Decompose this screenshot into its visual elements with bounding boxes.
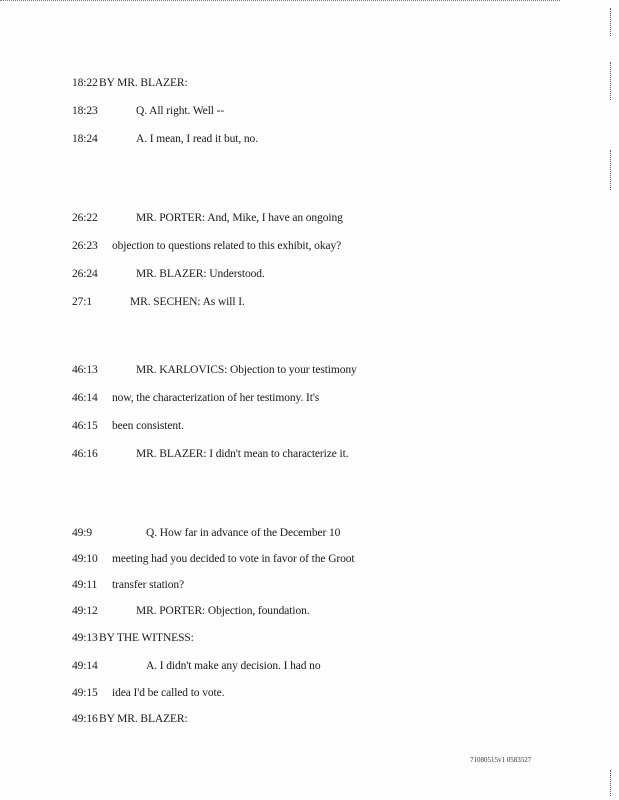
line-timestamp: 26:22 <box>72 212 98 224</box>
transcript-line <box>72 76 188 90</box>
line-timestamp: 46:13 <box>72 364 98 376</box>
line-text: A. I didn't make any decision. I had no <box>146 660 321 672</box>
line-timestamp: 49:12 <box>72 605 98 617</box>
line-timestamp: 49:15 <box>72 687 98 699</box>
line-text: MR. KARLOVICS: Objection to your testimony <box>136 364 357 376</box>
transcript-line <box>72 132 258 146</box>
transcript-line <box>72 659 321 673</box>
line-timestamp: 49:14 <box>72 660 98 672</box>
line-text: BY THE WITNESS: <box>99 632 194 644</box>
transcript-line <box>72 686 225 700</box>
transcript-line <box>72 526 341 540</box>
line-text: transfer station? <box>112 579 185 591</box>
line-text: MR. PORTER: Objection, foundation. <box>136 605 310 617</box>
line-text: been consistent. <box>112 420 184 432</box>
line-timestamp: 49:9 <box>72 527 93 539</box>
transcript-line <box>72 419 184 433</box>
margin-mark <box>610 770 612 796</box>
line-timestamp: 26:23 <box>72 240 98 252</box>
transcript-line <box>72 239 342 253</box>
line-text: now, the characterization of her testimony. It's <box>112 392 320 404</box>
line-timestamp: 49:10 <box>72 553 98 565</box>
line-text: BY MR. BLAZER: <box>99 713 188 725</box>
transcript-line <box>72 295 245 309</box>
line-text: Q. How far in advance of the December 10 <box>146 527 341 539</box>
line-timestamp: 18:23 <box>72 105 98 117</box>
line-timestamp: 46:14 <box>72 392 98 404</box>
line-timestamp: 49:16 <box>72 713 98 725</box>
margin-mark <box>610 8 612 36</box>
margin-mark <box>610 62 612 100</box>
line-timestamp: 26:24 <box>72 268 98 280</box>
transcript-line <box>72 211 343 225</box>
line-text: Q. All right. Well -- <box>136 105 225 117</box>
line-text: BY MR. BLAZER: <box>99 77 188 89</box>
transcript-line <box>72 447 349 461</box>
document-id: 71080515v1 0583527 <box>470 756 532 764</box>
transcript-line <box>72 104 225 118</box>
line-text: meeting had you decided to vote in favor of the Groot <box>112 553 355 565</box>
margin-mark <box>610 150 612 190</box>
line-text: idea I'd be called to vote. <box>112 687 225 699</box>
line-timestamp: 46:16 <box>72 448 98 460</box>
line-timestamp: 18:22 <box>72 77 98 89</box>
scan-top-edge <box>0 0 560 7</box>
line-timestamp: 49:13 <box>72 632 98 644</box>
line-text: MR. SECHEN: As will I. <box>130 296 245 308</box>
line-timestamp: 46:15 <box>72 420 98 432</box>
transcript-line <box>72 267 265 281</box>
line-text: MR. BLAZER: Understood. <box>136 268 265 280</box>
transcript-line <box>72 391 320 405</box>
transcript-line <box>72 712 188 726</box>
line-timestamp: 18:24 <box>72 133 98 145</box>
transcript-line <box>72 631 194 645</box>
transcript-line <box>72 578 185 592</box>
line-timestamp: 49:11 <box>72 579 98 591</box>
line-timestamp: 27:1 <box>72 296 93 308</box>
transcript-line <box>72 363 357 377</box>
transcript-line <box>72 604 310 618</box>
transcript-line <box>72 552 355 566</box>
line-text: A. I mean, I read it but, no. <box>136 133 258 145</box>
line-text: MR. BLAZER: I didn't mean to characterize it. <box>136 448 349 460</box>
line-text: MR. PORTER: And, Mike, I have an ongoing <box>136 212 343 224</box>
line-text: objection to questions related to this exhibit, okay? <box>112 240 342 252</box>
